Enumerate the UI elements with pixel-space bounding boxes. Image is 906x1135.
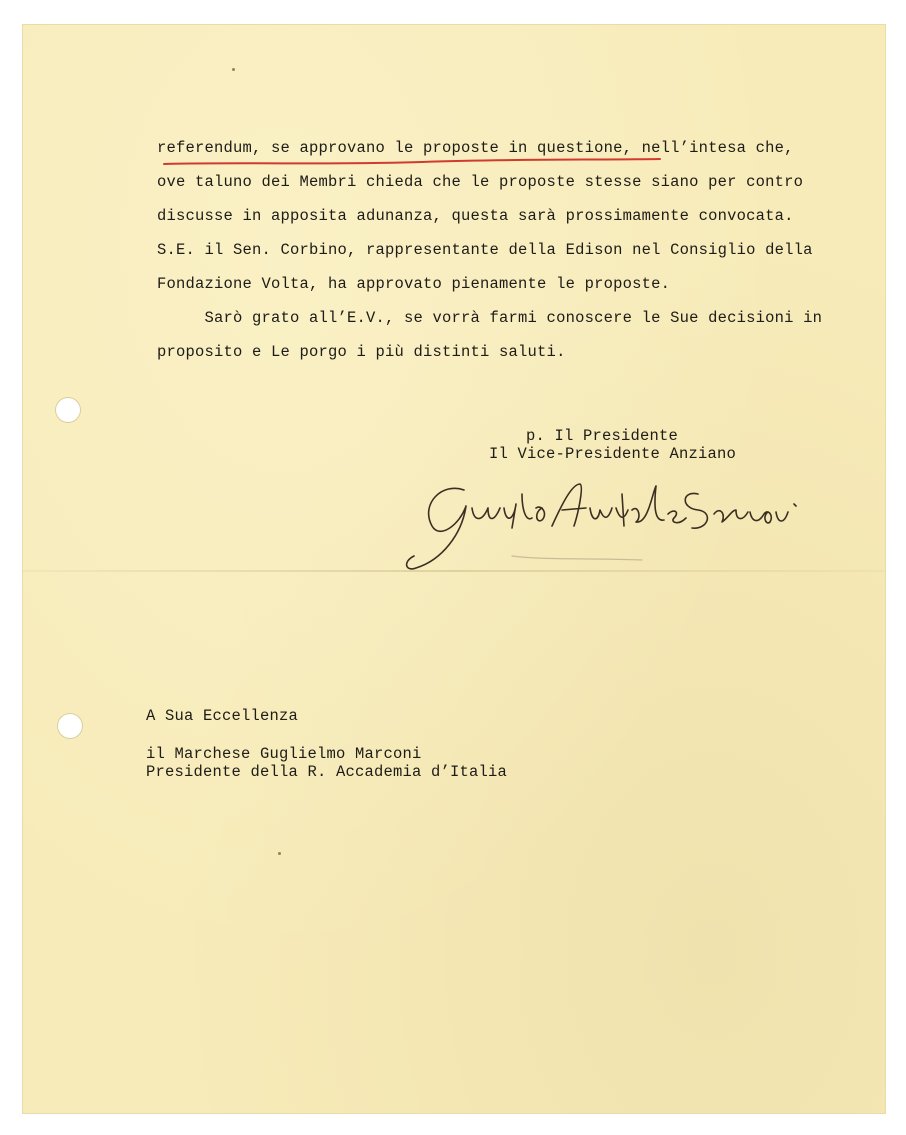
punch-hole-bottom: [58, 714, 82, 738]
body-line-5: Fondazione Volta, ha approvato pienamente le proposte.: [157, 275, 671, 293]
closing-line-2: Il Vice-Presidente Anziano: [489, 445, 737, 463]
punch-hole-top: [56, 398, 80, 422]
ink-speck: [232, 68, 235, 71]
recipient-salutation: A Sua Eccellenza: [146, 707, 299, 725]
body-line-6: Sarò grato all’E.V., se vorrà farmi conoscere le Sue decisioni in: [157, 309, 823, 327]
body-line-2: ove taluno dei Membri chieda che le proposte stesse siano per contro: [157, 173, 804, 191]
letter-page: [22, 24, 886, 1114]
closing-line-1: p. Il Presidente: [526, 427, 679, 445]
body-line-7: proposito e Le porgo i più distinti saluti.: [157, 343, 566, 361]
body-line-4: S.E. il Sen. Corbino, rappresentante della Edison nel Consiglio della: [157, 241, 813, 259]
ink-speck: [278, 852, 281, 855]
recipient-title: Presidente della R. Accademia d’Italia: [146, 763, 508, 781]
recipient-name: il Marchese Guglielmo Marconi: [146, 745, 422, 763]
body-line-1: referendum, se approvano le proposte in questione, nell’intesa che,: [157, 139, 794, 157]
body-line-3: discusse in apposita adunanza, questa sarà prossimamente convocata.: [157, 207, 794, 225]
handwritten-signature: [402, 464, 832, 594]
